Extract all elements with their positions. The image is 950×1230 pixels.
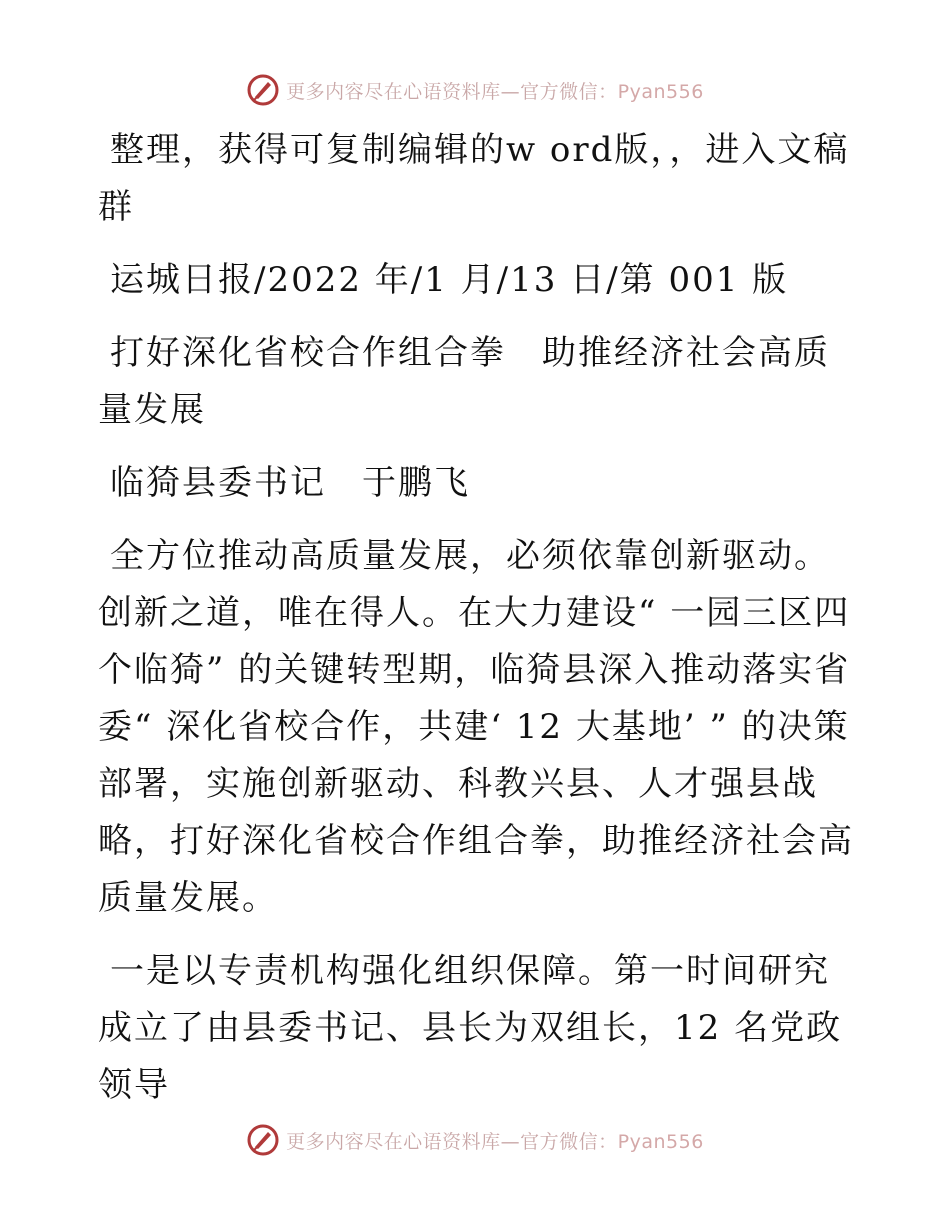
footer-watermark <box>0 1120 950 1160</box>
header-watermark <box>0 70 950 110</box>
watermark-text: 更多内容尽在心语资料库—官方微信：Pyan556 <box>286 1130 704 1153</box>
paragraph-intro: 整理，获得可复制编辑的w ord版，，进入文稿群 <box>98 130 850 227</box>
document-body <box>98 122 858 1114</box>
watermark-text: 更多内容尽在心语资料库—官方微信：Pyan556 <box>286 80 704 103</box>
paragraph-body-2: 一是以专责机构强化组织保障。第一时间研究成立了由县委书记、县长为双组长，12 名党政领导 <box>98 951 843 1105</box>
article-author: 临猗县委书记 于鹏飞 <box>110 463 470 503</box>
paragraph-source: 运城日报/2022 年/1 月/13 日/第 001 版 <box>110 260 789 300</box>
quill-pen-circle-icon <box>246 73 280 107</box>
paragraph-body-1: 全方位推动高质量发展，必须依靠创新驱动。创新之道，唯在得人。在大力建设“ 一园三区四个临猗” 的关键转型期，临猗县深入推动落实省委“ 深化省校合作，共建‘ 12 大基地’ ” 的决策部署，实施创新驱动、科教兴县、人才强县战略，打好深化省校合作组合拳，助推经济社会高质量发展。 <box>98 536 854 918</box>
article-title: 打好深化省校合作组合拳 助推经济社会高质量发展 <box>98 333 830 430</box>
quill-pen-circle-icon <box>246 1123 280 1157</box>
